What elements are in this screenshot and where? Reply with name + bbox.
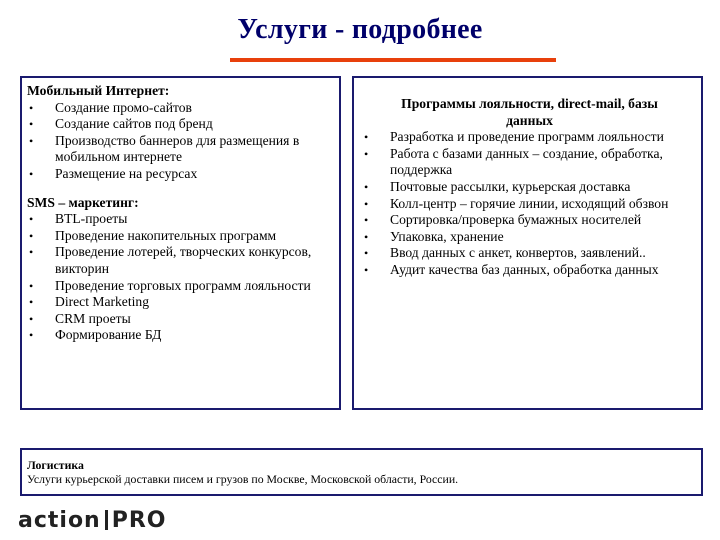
list-item: • Упаковка, хранение bbox=[362, 229, 697, 246]
page-title: Услуги - подробнее bbox=[237, 14, 483, 45]
loyalty-list bbox=[362, 129, 697, 278]
list-item: • Direct Marketing bbox=[27, 294, 335, 311]
logistics-heading: Логистика bbox=[27, 458, 84, 472]
logo-separator bbox=[105, 510, 108, 530]
list-item: • Проведение лотерей, творческих конкурсов, викторин bbox=[27, 244, 335, 277]
list-item: • Формирование БД bbox=[27, 327, 335, 344]
mobile-sms-panel bbox=[20, 76, 341, 410]
list-item: • Проведение торговых программ лояльности bbox=[27, 278, 335, 295]
logo-left: action bbox=[18, 507, 101, 533]
list-item: • Сортировка/проверка бумажных носителей bbox=[362, 212, 697, 229]
loyalty-panel bbox=[352, 76, 703, 410]
list-item: • Проведение накопительных программ bbox=[27, 228, 335, 245]
loyalty-heading: Программы лояльности, direct-mail, базы данных bbox=[401, 96, 658, 128]
list-item: • Создание промо-сайтов bbox=[27, 100, 335, 117]
list-item: • Ввод данных с анкет, конвертов, заявлений.. bbox=[362, 245, 697, 262]
list-item: • CRM проеты bbox=[27, 311, 335, 328]
title-underline bbox=[230, 58, 556, 62]
list-item: • BTL-проеты bbox=[27, 211, 335, 228]
logistics-text: Услуги курьерской доставки писем и грузов по Москве, Московской области, России. bbox=[27, 472, 459, 486]
list-item: • Работа с базами данных – создание, обработка, поддержка bbox=[362, 146, 697, 179]
list-item: • Колл-центр – горячие линии, исходящий обзвон bbox=[362, 196, 697, 213]
logistics-panel bbox=[20, 448, 703, 496]
list-item: • Производство баннеров для размещения в мобильном интернете bbox=[27, 133, 335, 166]
list-item: • Размещение на ресурсах bbox=[27, 166, 335, 183]
mobile-list bbox=[27, 100, 335, 183]
list-item: • Разработка и проведение программ лояльности bbox=[362, 129, 697, 146]
list-item: • Почтовые рассылки, курьерская доставка bbox=[362, 179, 697, 196]
logo-right: PRO bbox=[111, 507, 167, 533]
list-item: • Аудит качества баз данных, обработка данных bbox=[362, 262, 697, 279]
sms-list bbox=[27, 211, 335, 344]
company-logo bbox=[18, 508, 167, 532]
sms-heading: SMS – маркетинг: bbox=[27, 194, 139, 210]
list-item: • Создание сайтов под бренд bbox=[27, 116, 335, 133]
mobile-heading: Мобильный Интернет: bbox=[27, 83, 170, 98]
